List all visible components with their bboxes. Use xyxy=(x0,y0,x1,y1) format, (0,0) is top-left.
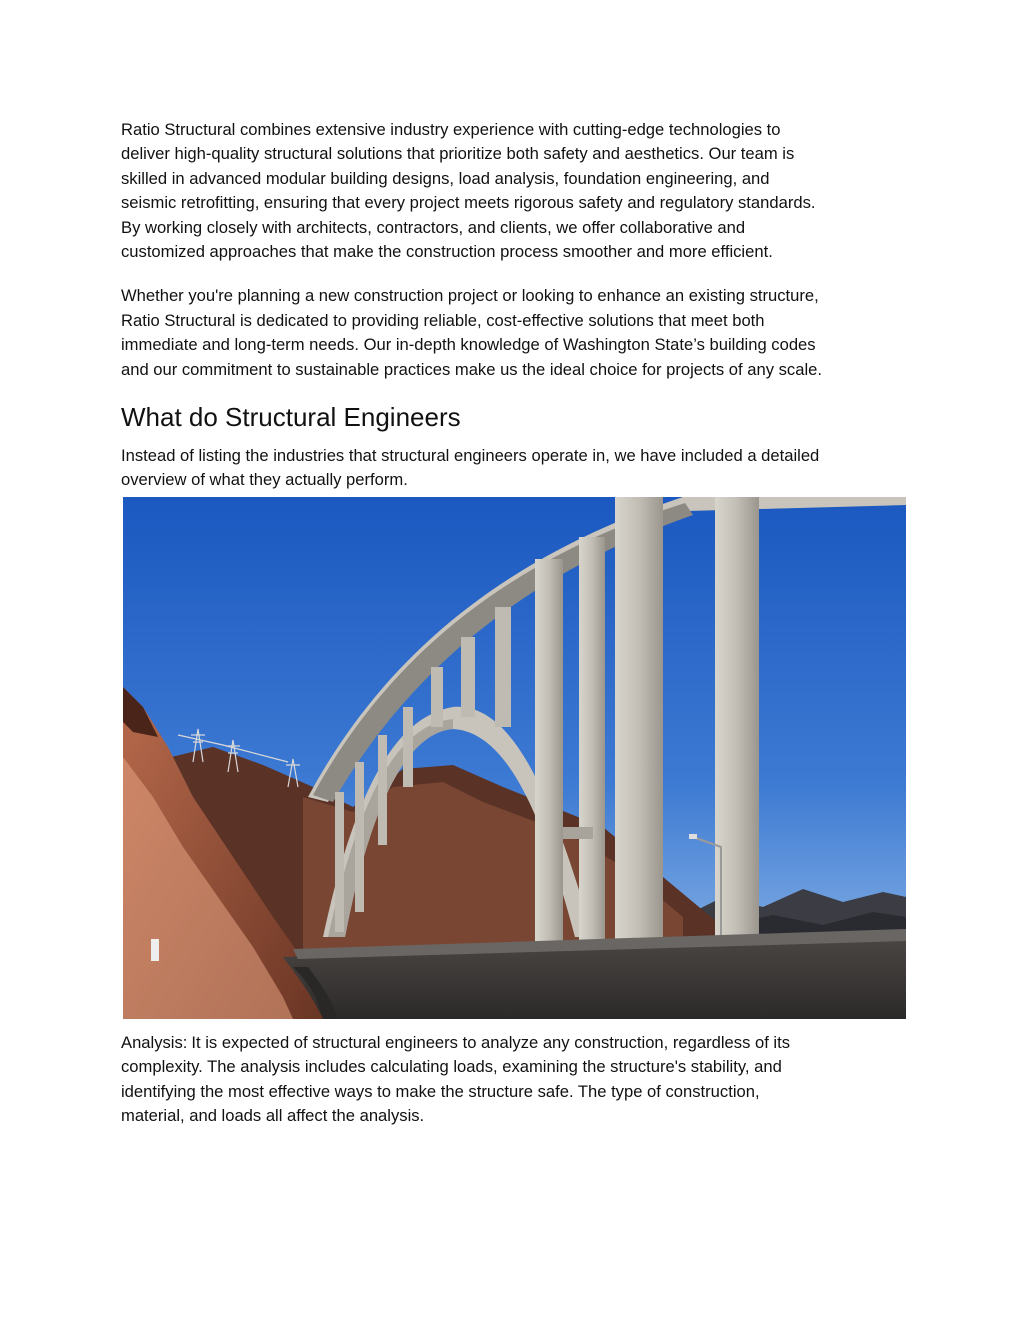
text-line xyxy=(121,1031,911,1055)
text-line: Whether you're planning a new construction project or looking to enhance an existing structure, xyxy=(121,286,819,306)
paragraph-intro xyxy=(121,118,911,264)
text-line: Ratio Structural is dedicated to providing reliable, cost-effective solutions that meet both xyxy=(121,310,765,330)
analysis-text: It is expected of structural engineers to analyze any construction, regardless of its xyxy=(191,1032,791,1052)
text-line: deliver high-quality structural solutions that prioritize both safety and aesthetics. Our team is xyxy=(121,144,795,164)
analysis-paragraph xyxy=(121,1031,911,1129)
text-line: complexity. The analysis includes calculating loads, examining the structure's stability, and xyxy=(121,1057,782,1077)
document-page xyxy=(121,118,911,1129)
text-line: overview of what they actually perform. xyxy=(121,470,408,490)
text-line: customized approaches that make the construction process smoother and more efficient. xyxy=(121,242,773,262)
section-intro xyxy=(121,444,911,493)
text-line: Instead of listing the industries that structural engineers operate in, we have included a detailed xyxy=(121,446,820,466)
bridge-photo xyxy=(123,497,906,1019)
text-line: and our commitment to sustainable practices make us the ideal choice for projects of any scale. xyxy=(121,359,822,379)
text-line: skilled in advanced modular building designs, load analysis, foundation engineering, and xyxy=(121,168,770,188)
text-line: material, and loads all affect the analysis. xyxy=(121,1106,425,1126)
section-heading: What do Structural Engineers xyxy=(121,402,461,433)
text-line: Ratio Structural combines extensive industry experience with cutting-edge technologies to xyxy=(121,120,781,139)
text-line: seismic retrofitting, ensuring that every project meets rigorous safety and regulatory standards. xyxy=(121,193,816,213)
text-line: immediate and long-term needs. Our in-depth knowledge of Washington State’s building codes xyxy=(121,335,816,355)
text-line: By working closely with architects, contractors, and clients, we offer collaborative and xyxy=(121,217,746,237)
paragraph-services xyxy=(121,284,911,382)
analysis-label: Analysis: xyxy=(121,1032,188,1052)
text-line: identifying the most effective ways to make the structure safe. The type of construction, xyxy=(121,1081,760,1101)
